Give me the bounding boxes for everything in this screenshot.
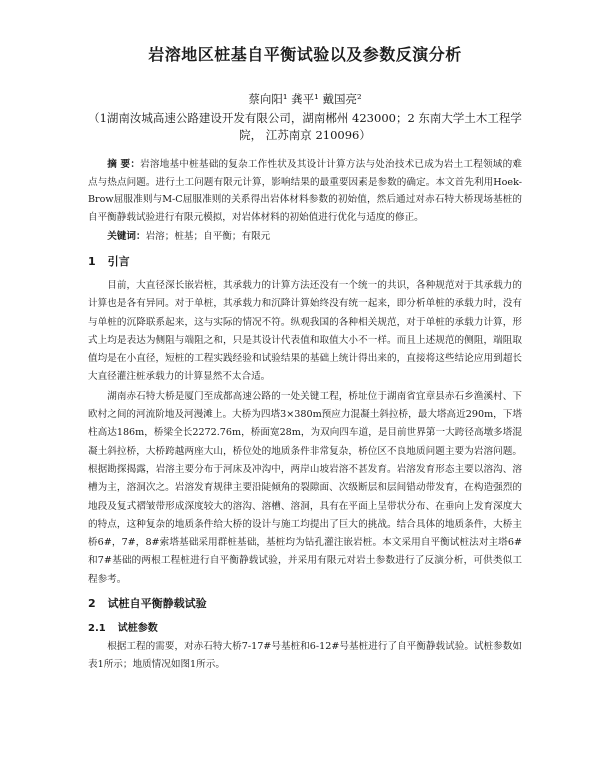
- keywords-text: 岩溶；桩基；自平衡；有限元: [145, 231, 271, 242]
- section-heading-introduction: [88, 253, 522, 269]
- body-paragraph: 根据工程的需要，对赤石特大桥7-17#号基桩和6-12#号基桩进行了自平衡静载试验。试桩参数如表1所示；地质情况如图1所示。: [88, 641, 522, 671]
- keywords-label: 关键词：: [107, 231, 146, 242]
- section-title: 引言: [107, 255, 130, 268]
- abstract: [88, 156, 522, 226]
- subsection-title: 试桩参数: [117, 623, 158, 635]
- section-number: 2: [88, 597, 96, 611]
- subsection-number: 2.1: [88, 623, 106, 635]
- author-list: 蔡向阳¹ 龚平¹ 戴国亮²: [248, 92, 362, 106]
- subsection-heading-pile-params: [88, 619, 522, 634]
- affiliation: （1湖南汝城高速公路建设开发有限公司，湖南郴州 423000；2 东南大学土木工程学院， 江苏南京 210096）: [88, 111, 522, 142]
- keywords: [88, 228, 522, 245]
- section-title: 试桩自平衡静载试验: [107, 597, 207, 611]
- abstract-label: 摘 要：: [107, 159, 141, 170]
- body-paragraph: 湖南赤石特大桥是厦门至成都高速公路的一处关键工程，桥址位于湖南省宜章县赤石乡渔溪村、下欧村之间的河流阶地及河漫滩上。大桥为四塔3×380m预应力混凝土斜拉桥，最大塔高近290m，下塔柱高达186m，桥梁全长2272.76m，桥面宽28m，为双向四车道，是目前世界第一大跨径高墩多塔混凝土斜拉桥，大桥跨越两座大山，桥位处的地质条件非常复杂，桥位区不良地质问题主要为岩溶问题。根据勘探揭露，岩溶主要分布于河床及冲沟中，两岸山坡岩溶不甚发育。岩溶发育形态主要以溶沟、溶槽为主，溶洞次之。岩溶发育规律主要沿陡倾角的裂隙面、次级断层和层间错动带发育，在构造强烈的地段及复式褶皱带形成深度较大的溶沟、溶槽、溶洞，具有在平面上呈带状分布、在垂向上发育深度大的特点，这种复杂的地质条件给大桥的设计与施工均提出了巨大的挑战。结合具体的地质条件，大桥主桥6#，7#，8#索塔基础采用群桩基础，基桩均为钻孔灌注嵌岩桩。本文采用自平衡试桩法对主塔6#和7#基础的两根工程桩进行自平衡静载试验，并采用有限元对岩土参数进行了反演分析，可供类似工程参考。: [88, 390, 522, 585]
- body-paragraph: 目前，大直径深长嵌岩桩，其承载力的计算方法还没有一个统一的共识，各种规范对于其承载力的计算也是各有异同。对于单桩，其承载力和沉降计算始终没有统一起来，即分析单桩的承载力时，没有与单桩的沉降联系起来，这与实际的情况不符。纵观我国的各种相关规范，对于单桩的承载力计算，形式上均是表达为侧阻与端阻之和，只是其设计代表值和取值大小不一样。而且上述规范的侧阻，端阻取值均是在小直径，短桩的工程实践经验和试验结果的基础上统计得出来的，直接将这些结论应用到超长大直径灌注桩承载力的计算显然不太合适。: [88, 280, 522, 383]
- section-number: 1: [88, 255, 96, 268]
- paper-title: 岩溶地区桩基自平衡试验以及参数反演分析: [148, 45, 462, 64]
- abstract-text: 岩溶地基中桩基础的复杂工作性状及其设计计算方法与处治技术已成为岩土工程领域的难点与热点问题。进行土工问题有限元计算，影响结果的最重要因素是参数的确定。本文首先利用Hoek-Brow屈服准则与M-C屈服准则的关系得出岩体材料参数的初始值，然后通过对赤石特大桥现场基桩的自平衡静载试验进行有限元模拟，对岩体材料的初始值进行优化与适度的修正。: [88, 159, 522, 223]
- section-heading-load-test: [88, 595, 522, 611]
